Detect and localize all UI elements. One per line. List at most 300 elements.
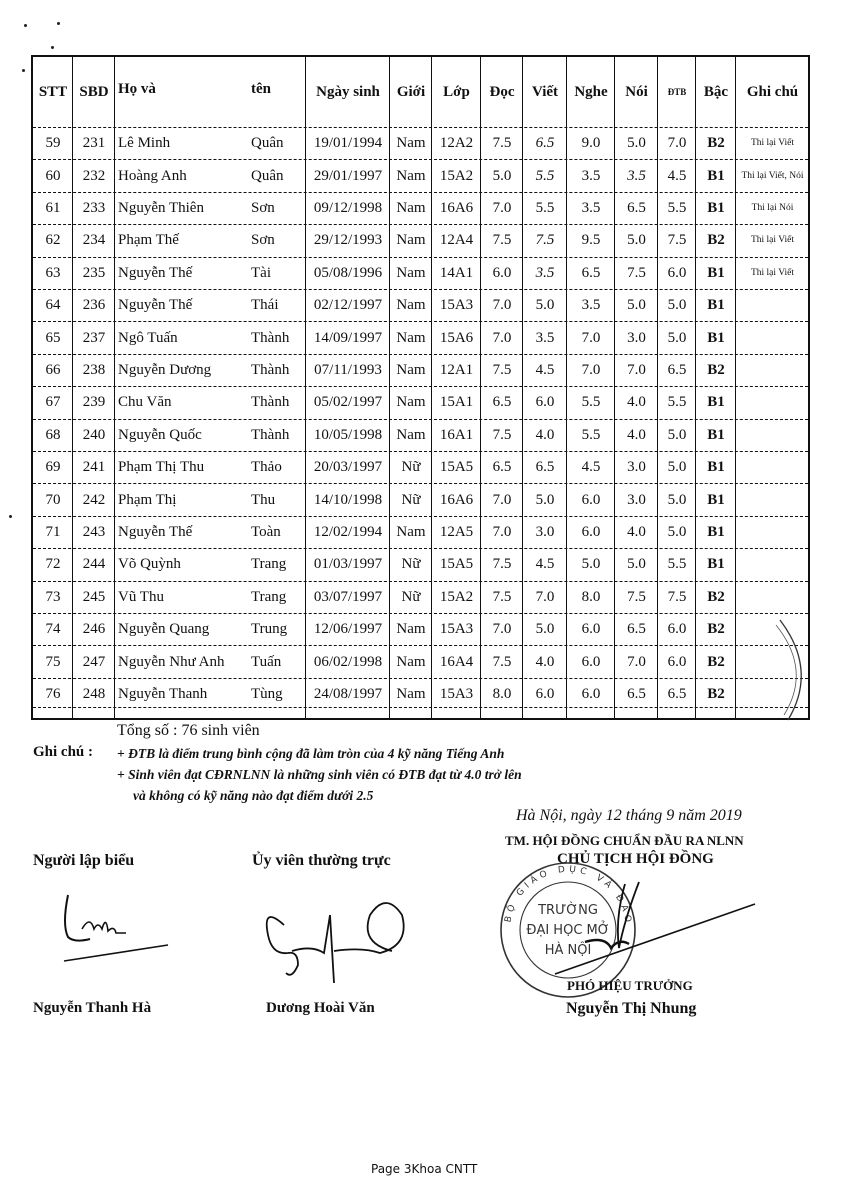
cell-ho: Nguyễn Thiên — [118, 199, 204, 216]
cell-lop: 15A5 — [439, 556, 474, 573]
cell-stt: 74 — [45, 621, 61, 638]
header-nghe: Nghe — [574, 83, 608, 100]
cell-ho: Nguyễn Dương — [118, 361, 212, 378]
cell-noi: 3.0 — [627, 491, 646, 508]
cell-ho: Ngô Tuấn — [118, 329, 178, 346]
cell-nghe: 7.0 — [581, 329, 601, 346]
cell-sbd: 240 — [82, 426, 106, 443]
cell-noi: 6.5 — [627, 685, 646, 702]
header-viet: Viết — [531, 83, 559, 100]
table-row — [33, 192, 808, 224]
cell-dtb: 5.0 — [667, 523, 687, 540]
cell-gioi: Nữ — [401, 491, 421, 508]
notes-label: Ghi chú : — [33, 744, 94, 760]
cell-lop: 16A1 — [439, 426, 474, 443]
cell-dob: 29/12/1993 — [313, 232, 383, 249]
cell-dob: 14/09/1997 — [313, 329, 383, 346]
cell-nghe: 4.5 — [581, 459, 601, 476]
cell-bac: B2 — [707, 232, 725, 249]
cell-dob: 12/02/1994 — [313, 523, 383, 540]
cell-stt: 60 — [45, 167, 61, 184]
cell-nghe: 5.0 — [581, 556, 601, 573]
cell-nghe: 5.5 — [581, 426, 601, 443]
cell-ten: Quân — [251, 167, 284, 184]
cell-viet: 4.0 — [535, 653, 555, 670]
cell-sbd: 246 — [82, 621, 106, 638]
table-row — [33, 354, 808, 386]
cell-note: Thi lại Viết — [750, 235, 795, 246]
cell-doc: 7.5 — [492, 361, 512, 378]
cell-dob: 24/08/1997 — [313, 685, 383, 702]
cell-nghe: 6.0 — [581, 491, 601, 508]
cell-bac: B2 — [707, 621, 725, 638]
cell-nghe: 3.5 — [581, 297, 601, 314]
cell-nghe: 6.0 — [581, 685, 601, 702]
cell-dob: 07/11/1993 — [314, 361, 382, 378]
cell-lop: 15A3 — [439, 621, 474, 638]
cell-viet: 5.0 — [535, 621, 555, 638]
cell-bac: B1 — [707, 297, 725, 314]
stamp-line-1: TRƯỜNG — [538, 903, 598, 918]
table-row — [33, 613, 808, 645]
column-divider — [114, 57, 115, 718]
cell-stt: 63 — [45, 264, 61, 281]
cell-lop: 15A5 — [439, 459, 474, 476]
cell-dtb: 7.0 — [667, 135, 687, 152]
table-row — [33, 159, 808, 191]
column-divider — [695, 57, 696, 718]
cell-dtb: 5.5 — [667, 556, 687, 573]
column-divider — [522, 57, 523, 718]
cell-bac: B2 — [707, 685, 725, 702]
cell-note — [736, 452, 809, 483]
cell-sbd: 248 — [82, 685, 106, 702]
cell-note — [736, 355, 809, 386]
cell-note — [736, 517, 809, 548]
header-ten: tên — [251, 81, 271, 97]
table-row — [33, 645, 808, 677]
cell-ten: Thành — [251, 394, 290, 411]
header-ho-va: Họ và — [118, 81, 156, 97]
table-row — [33, 678, 808, 710]
cell-nghe: 6.0 — [581, 523, 601, 540]
cell-ten: Quân — [251, 135, 284, 152]
cell-gioi: Nữ — [401, 556, 421, 573]
cell-dtb: 6.5 — [667, 685, 687, 702]
cell-ho: Chu Văn — [118, 394, 172, 411]
cell-ten: Tùng — [251, 685, 283, 702]
cell-nghe: 6.5 — [581, 264, 601, 281]
cell-ho: Hoàng Anh — [118, 167, 187, 184]
cell-sbd: 245 — [82, 588, 106, 605]
cell-stt: 70 — [45, 491, 61, 508]
cell-viet: 7.5 — [535, 232, 555, 249]
table-row — [33, 127, 808, 159]
stamp-line-3: HÀ NỘI — [544, 943, 592, 958]
header-ngay-sinh: Ngày sinh — [316, 83, 380, 100]
cell-dob: 10/05/1998 — [313, 426, 383, 443]
cell-noi: 7.0 — [627, 361, 646, 378]
cell-ho: Nguyễn Quang — [118, 621, 210, 638]
cell-ten: Tuấn — [251, 653, 282, 670]
cell-dob: 19/01/1994 — [313, 135, 383, 152]
cell-doc: 7.5 — [492, 588, 512, 605]
cell-bac: B1 — [707, 329, 725, 346]
cell-dob: 14/10/1998 — [313, 491, 383, 508]
cell-bac: B1 — [707, 426, 725, 443]
cell-ten: Toàn — [251, 523, 281, 540]
cell-noi: 4.0 — [627, 426, 646, 443]
cell-dob: 20/03/1997 — [313, 459, 383, 476]
chair-signature — [555, 878, 755, 978]
total-students: Tổng số : 76 sinh viên — [117, 722, 260, 739]
cell-dob: 29/01/1997 — [313, 167, 383, 184]
table-row — [33, 224, 808, 256]
cell-lop: 15A2 — [439, 167, 474, 184]
cell-sbd: 236 — [82, 297, 106, 314]
scan-speck — [22, 69, 25, 72]
cell-ho: Vũ Thu — [118, 588, 164, 605]
cell-gioi: Nam — [396, 653, 426, 670]
header-doc: Đọc — [489, 83, 515, 100]
note-line-1: + ĐTB là điểm trung bình cộng đã làm tròn của 4 kỹ năng Tiếng Anh — [117, 746, 505, 761]
cell-viet: 6.0 — [535, 394, 555, 411]
cell-noi: 3.0 — [627, 329, 646, 346]
cell-ho: Nguyễn Quốc — [118, 426, 202, 443]
header-gioi: Giới — [396, 83, 426, 100]
cell-sbd: 241 — [82, 459, 106, 476]
cell-ten: Sơn — [251, 199, 275, 216]
cell-bac: B2 — [707, 653, 725, 670]
cell-sbd: 235 — [82, 264, 106, 281]
cell-note — [736, 322, 809, 353]
cell-stt: 65 — [45, 329, 61, 346]
cell-stt: 62 — [45, 232, 61, 249]
table-empty-strip — [33, 707, 808, 721]
cell-lop: 12A2 — [439, 135, 474, 152]
table-row — [33, 257, 808, 289]
cell-viet: 5.0 — [535, 297, 555, 314]
cell-note — [736, 420, 809, 451]
cell-note — [736, 484, 809, 515]
cell-dob: 06/02/1998 — [313, 653, 383, 670]
cell-dob: 01/03/1997 — [313, 556, 383, 573]
cell-viet: 4.5 — [535, 556, 555, 573]
cell-nghe: 9.0 — [581, 135, 601, 152]
cell-note — [736, 582, 809, 613]
cell-viet: 4.5 — [535, 361, 555, 378]
cell-doc: 7.5 — [492, 556, 512, 573]
column-divider — [480, 57, 481, 718]
scan-speck — [57, 22, 60, 25]
cell-doc: 7.5 — [492, 426, 512, 443]
cell-noi: 6.5 — [627, 199, 646, 216]
scan-speck — [24, 24, 27, 27]
table-row — [33, 548, 808, 580]
cell-bac: B2 — [707, 135, 725, 152]
cell-ho: Phạm Thế — [118, 232, 179, 249]
council-organization: TM. HỘI ĐỒNG CHUẨN ĐẦU RA NLNN — [505, 833, 744, 848]
cell-viet: 4.0 — [535, 426, 555, 443]
cell-stt: 75 — [45, 653, 61, 670]
cell-noi: 7.5 — [627, 264, 646, 281]
cell-lop: 15A2 — [439, 588, 474, 605]
cell-noi: 7.0 — [627, 653, 646, 670]
cell-doc: 7.0 — [492, 621, 512, 638]
cell-gioi: Nam — [396, 621, 426, 638]
cell-viet: 5.0 — [535, 491, 555, 508]
cell-doc: 8.0 — [492, 685, 512, 702]
table-row — [33, 321, 808, 353]
cell-dtb: 6.0 — [667, 653, 687, 670]
cell-stt: 66 — [45, 361, 61, 378]
cell-viet: 3.5 — [535, 264, 555, 281]
stamp-edge-mark — [770, 615, 820, 725]
cell-doc: 7.0 — [492, 329, 512, 346]
cell-ho: Phạm Thị Thu — [118, 459, 205, 476]
header-lop: Lớp — [443, 83, 470, 100]
header-bac: Bậc — [703, 83, 729, 100]
cell-gioi: Nam — [396, 297, 426, 314]
column-divider — [431, 57, 432, 718]
cell-viet: 7.0 — [535, 588, 555, 605]
cell-ho: Phạm Thị — [118, 491, 177, 508]
table-row — [33, 419, 808, 451]
cell-noi: 4.0 — [627, 523, 646, 540]
header-noi: Nói — [625, 83, 648, 100]
cell-lop: 16A6 — [439, 491, 474, 508]
note-line-2: + Sinh viên đạt CĐRNLNN là những sinh viên có ĐTB đạt từ 4.0 trở lên — [117, 767, 522, 782]
cell-noi: 7.5 — [627, 588, 646, 605]
scan-speck — [9, 515, 12, 518]
stamp-ring-text: BỘ GIÁO DỤC VÀ ĐÀO TẠO — [487, 851, 634, 934]
cell-noi: 3.0 — [627, 459, 646, 476]
cell-ten: Trang — [251, 556, 287, 573]
cell-bac: B1 — [707, 459, 725, 476]
cell-stt: 73 — [45, 588, 61, 605]
cell-dob: 02/12/1997 — [313, 297, 383, 314]
results-table — [31, 55, 810, 720]
preparer-signature — [60, 885, 170, 965]
cell-ten: Thành — [251, 426, 290, 443]
cell-ho: Nguyễn Thế — [118, 297, 193, 314]
cell-dtb: 5.5 — [667, 199, 687, 216]
cell-sbd: 238 — [82, 361, 106, 378]
cell-doc: 6.0 — [492, 264, 512, 281]
cell-bac: B1 — [707, 199, 725, 216]
cell-noi: 5.0 — [627, 135, 646, 152]
cell-note — [736, 549, 809, 580]
cell-dtb: 6.5 — [667, 361, 687, 378]
cell-dtb: 6.0 — [667, 264, 687, 281]
cell-gioi: Nam — [396, 523, 426, 540]
cell-sbd: 244 — [82, 556, 106, 573]
chair-name: Nguyễn Thị Nhung — [566, 1000, 697, 1017]
cell-dtb: 5.0 — [667, 459, 687, 476]
cell-ho: Võ Quỳnh — [118, 556, 181, 573]
cell-dtb: 5.0 — [667, 426, 687, 443]
cell-stt: 71 — [45, 523, 61, 540]
cell-nghe: 3.5 — [581, 167, 601, 184]
member-name: Dương Hoài Văn — [266, 1000, 375, 1016]
cell-gioi: Nam — [396, 426, 426, 443]
cell-viet: 6.5 — [535, 459, 555, 476]
cell-ten: Thu — [251, 491, 276, 508]
cell-dtb: 5.5 — [667, 394, 687, 411]
cell-dtb: 6.0 — [667, 621, 687, 638]
cell-sbd: 239 — [82, 394, 106, 411]
cell-viet: 6.5 — [535, 135, 555, 152]
table-row — [33, 483, 808, 515]
cell-ten: Trang — [251, 588, 287, 605]
cell-lop: 12A1 — [439, 361, 474, 378]
cell-dob: 03/07/1997 — [313, 588, 383, 605]
column-divider — [657, 57, 658, 718]
cell-lop: 14A1 — [439, 264, 474, 281]
cell-noi: 5.0 — [627, 556, 646, 573]
cell-viet: 5.5 — [535, 199, 555, 216]
cell-dtb: 5.0 — [667, 329, 687, 346]
cell-nghe: 6.0 — [581, 621, 601, 638]
cell-doc: 7.5 — [492, 135, 512, 152]
cell-dob: 05/02/1997 — [313, 394, 383, 411]
cell-ho: Nguyễn Thế — [118, 264, 193, 281]
cell-dob: 12/06/1997 — [313, 621, 383, 638]
cell-dtb: 7.5 — [667, 588, 687, 605]
table-header — [33, 57, 808, 127]
cell-dtb: 4.5 — [667, 167, 687, 184]
cell-nghe: 3.5 — [581, 199, 601, 216]
cell-note — [736, 387, 809, 418]
cell-stt: 59 — [45, 135, 61, 152]
cell-note — [736, 290, 809, 321]
cell-bac: B1 — [707, 491, 725, 508]
cell-note: Thi lại Viết, Nói — [741, 170, 804, 181]
cell-lop: 16A4 — [439, 653, 474, 670]
cell-note: Thi lại Viết — [750, 267, 795, 278]
cell-lop: 15A6 — [439, 329, 474, 346]
cell-doc: 6.5 — [492, 394, 512, 411]
cell-gioi: Nam — [396, 232, 426, 249]
cell-bac: B1 — [707, 167, 725, 184]
cell-stt: 69 — [45, 459, 61, 476]
cell-viet: 3.5 — [535, 329, 555, 346]
cell-stt: 76 — [45, 685, 61, 702]
cell-ho: Nguyễn Thanh — [118, 685, 208, 702]
cell-gioi: Nữ — [401, 588, 421, 605]
column-divider — [614, 57, 615, 718]
cell-gioi: Nam — [396, 199, 426, 216]
cell-bac: B1 — [707, 556, 725, 573]
cell-noi: 3.5 — [627, 167, 646, 184]
cell-sbd: 234 — [82, 232, 106, 249]
cell-noi: 5.0 — [627, 232, 646, 249]
member-title: Ủy viên thường trực — [252, 852, 391, 869]
cell-sbd: 242 — [82, 491, 106, 508]
table-row — [33, 516, 808, 548]
cell-viet: 3.0 — [535, 523, 555, 540]
cell-sbd: 233 — [82, 199, 106, 216]
cell-ten: Sơn — [251, 232, 275, 249]
place-date: Hà Nội, ngày 12 tháng 9 năm 2019 — [516, 807, 742, 824]
cell-gioi: Nam — [396, 167, 426, 184]
cell-doc: 7.5 — [492, 232, 512, 249]
cell-nghe: 9.5 — [581, 232, 601, 249]
scan-speck — [51, 46, 54, 49]
header-stt: STT — [38, 83, 68, 100]
cell-lop: 12A4 — [439, 232, 474, 249]
vice-rector-title: PHÓ HIỆU TRƯỞNG — [567, 978, 693, 993]
note-line-3: và không có kỹ năng nào đạt điểm dưới 2.5 — [133, 788, 374, 803]
cell-ten: Tài — [251, 264, 271, 281]
cell-ten: Thành — [251, 361, 290, 378]
cell-bac: B1 — [707, 264, 725, 281]
cell-viet: 5.5 — [535, 167, 555, 184]
cell-stt: 68 — [45, 426, 61, 443]
cell-sbd: 231 — [82, 135, 106, 152]
cell-sbd: 232 — [82, 167, 106, 184]
cell-nghe: 6.0 — [581, 653, 601, 670]
member-signature — [262, 895, 412, 985]
chair-title: CHỦ TỊCH HỘI ĐỒNG — [557, 851, 714, 867]
cell-gioi: Nam — [396, 264, 426, 281]
cell-noi: 6.5 — [627, 621, 646, 638]
header-dtb: ĐTB — [667, 87, 687, 97]
cell-doc: 7.0 — [492, 199, 512, 216]
cell-gioi: Nữ — [401, 459, 421, 476]
cell-doc: 7.0 — [492, 523, 512, 540]
cell-dtb: 5.0 — [667, 491, 687, 508]
table-row — [33, 451, 808, 483]
header-sbd: SBD — [79, 83, 109, 100]
cell-sbd: 247 — [82, 653, 106, 670]
cell-gioi: Nam — [396, 135, 426, 152]
column-divider — [389, 57, 390, 718]
page-footer: Page 3Khoa CNTT — [371, 1162, 478, 1176]
cell-gioi: Nam — [396, 361, 426, 378]
cell-gioi: Nam — [396, 329, 426, 346]
cell-viet: 6.0 — [535, 685, 555, 702]
cell-ho: Lê Minh — [118, 135, 171, 152]
preparer-name: Nguyễn Thanh Hà — [33, 1000, 152, 1016]
cell-doc: 6.5 — [492, 459, 512, 476]
cell-ho: Nguyễn Như Anh — [118, 653, 225, 670]
cell-bac: B2 — [707, 588, 725, 605]
cell-dtb: 7.5 — [667, 232, 687, 249]
cell-bac: B2 — [707, 361, 725, 378]
cell-ten: Thái — [251, 297, 279, 314]
cell-dtb: 5.0 — [667, 297, 687, 314]
cell-nghe: 7.0 — [581, 361, 601, 378]
cell-lop: 12A5 — [439, 523, 474, 540]
cell-gioi: Nam — [396, 685, 426, 702]
table-row — [33, 289, 808, 321]
cell-noi: 5.0 — [627, 297, 646, 314]
cell-lop: 15A3 — [439, 685, 474, 702]
cell-doc: 5.0 — [492, 167, 512, 184]
table-row — [33, 386, 808, 418]
column-divider — [72, 57, 73, 718]
cell-doc: 7.5 — [492, 653, 512, 670]
cell-doc: 7.0 — [492, 297, 512, 314]
cell-bac: B1 — [707, 394, 725, 411]
column-divider — [566, 57, 567, 718]
cell-lop: 15A1 — [439, 394, 474, 411]
cell-stt: 64 — [45, 297, 61, 314]
cell-ten: Thành — [251, 329, 290, 346]
cell-stt: 61 — [45, 199, 61, 216]
cell-ten: Trung — [251, 621, 288, 638]
